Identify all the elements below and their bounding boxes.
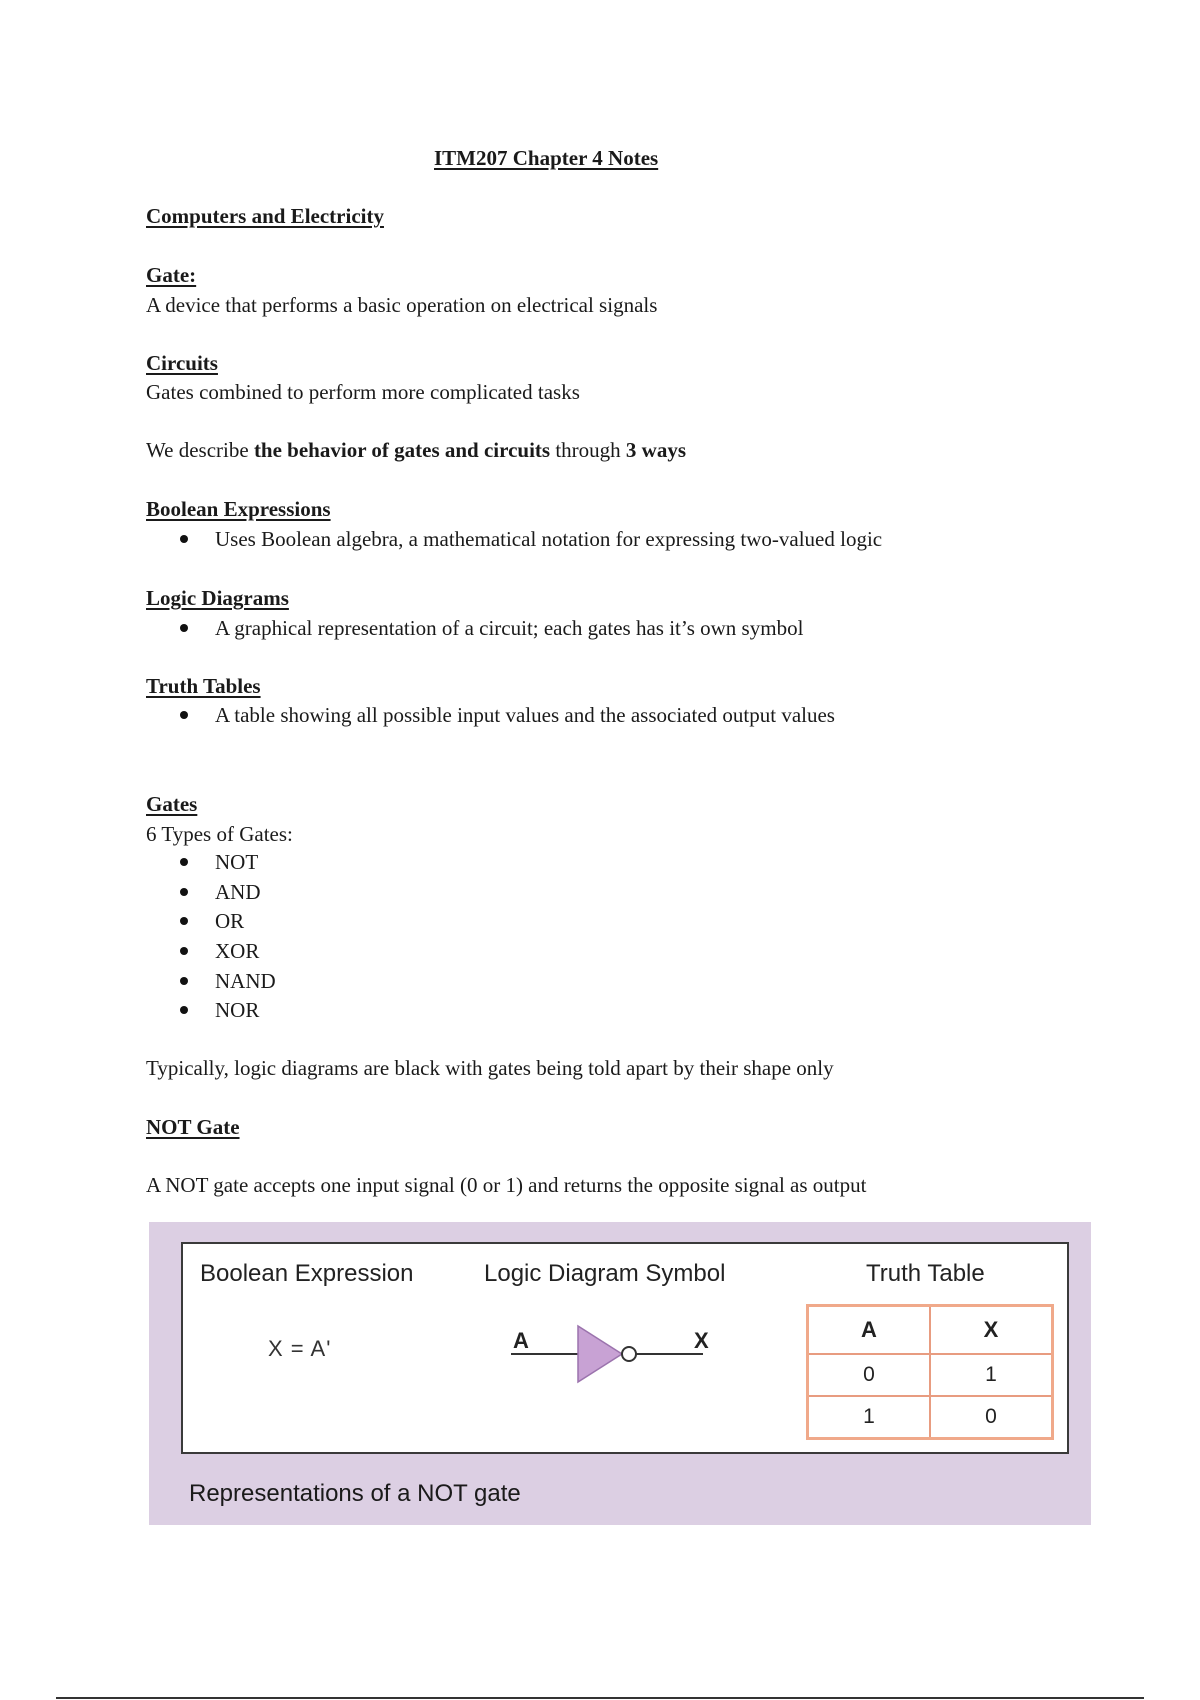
list-item [180, 703, 835, 728]
not-gate-description: A NOT gate accepts one input signal (0 or 1) and returns the opposite signal as output [146, 1173, 867, 1197]
table-cell: 0 [930, 1396, 1053, 1439]
list-item [180, 850, 258, 875]
boolean-expression-column-title: Boolean Expression [200, 1260, 414, 1287]
describe-prefix: We describe [146, 438, 254, 462]
truth-tables-bullet: A table showing all possible input values and the associated output values [215, 703, 835, 727]
truth-table-column-title: Truth Table [866, 1260, 985, 1287]
table-cell: 1 [930, 1354, 1053, 1396]
bullet-icon [180, 947, 188, 955]
not-gate-heading: NOT Gate [146, 1115, 240, 1139]
describe-bold-behavior: the behavior of gates and circuits [253, 438, 551, 462]
bullet-icon [180, 917, 188, 925]
gates-heading: Gates [146, 792, 198, 816]
gate-type-not: NOT [215, 850, 259, 874]
gates-intro: 6 Types of Gates: [146, 822, 293, 846]
boolean-expression: X = A' [268, 1336, 332, 1361]
truth-tables-heading: Truth Tables [146, 674, 261, 698]
gate-type-nand: NAND [215, 969, 276, 993]
page-title: ITM207 Chapter 4 Notes [434, 146, 659, 170]
output-label-x: X [694, 1328, 709, 1353]
gate-type-nor: NOR [215, 998, 260, 1022]
list-item [180, 998, 259, 1023]
bullet-icon [180, 711, 188, 719]
table-header-a: A [808, 1306, 931, 1355]
section-heading: Computers and Electricity [146, 204, 384, 228]
table-header-row [808, 1306, 1053, 1355]
inversion-bubble-icon [622, 1347, 636, 1361]
circuits-definition: Gates combined to perform more complicated tasks [146, 380, 580, 404]
list-item [180, 880, 261, 905]
gate-heading: Gate: [146, 263, 197, 287]
logic-diagrams-bullet: A graphical representation of a circuit; each gates has it’s own symbol [215, 616, 804, 640]
circuits-heading: Circuits [146, 351, 218, 375]
list-item [180, 909, 244, 934]
bullet-icon [180, 624, 188, 632]
figure-caption: Representations of a NOT gate [189, 1480, 521, 1507]
table-row [808, 1396, 1053, 1439]
input-label-a: A [513, 1328, 529, 1353]
not-gate-figure [149, 1222, 1091, 1525]
table-cell: 0 [808, 1354, 931, 1396]
logic-diagrams-heading: Logic Diagrams [146, 586, 289, 610]
table-row [808, 1354, 1053, 1396]
list-item [180, 616, 803, 641]
footer-divider [56, 1697, 1144, 1699]
bullet-icon [180, 1006, 188, 1014]
describe-mid: through [550, 438, 626, 462]
truth-table [806, 1304, 1054, 1440]
gate-type-xor: XOR [215, 939, 260, 963]
list-item [180, 527, 882, 552]
bullet-icon [180, 977, 188, 985]
bullet-icon [180, 858, 188, 866]
describe-sentence [146, 438, 686, 463]
not-gate-triangle-icon [578, 1326, 622, 1382]
table-cell: 1 [808, 1396, 931, 1439]
bullet-icon [180, 535, 188, 543]
list-item [180, 969, 276, 994]
typically-note: Typically, logic diagrams are black with gates being told apart by their shape only [146, 1056, 834, 1080]
table-header-x: X [930, 1306, 1053, 1355]
boolean-expressions-bullet: Uses Boolean algebra, a mathematical notation for expressing two-valued logic [215, 527, 883, 551]
list-item [180, 939, 259, 964]
figure-panel [181, 1242, 1069, 1454]
bullet-icon [180, 888, 188, 896]
not-gate-symbol [503, 1314, 743, 1404]
boolean-expressions-heading: Boolean Expressions [146, 497, 331, 521]
logic-diagram-column-title: Logic Diagram Symbol [484, 1260, 726, 1287]
gate-definition: A device that performs a basic operation on electrical signals [146, 293, 658, 317]
describe-bold-ways: 3 ways [625, 438, 686, 462]
gate-type-or: OR [215, 909, 245, 933]
gate-type-and: AND [215, 880, 261, 904]
